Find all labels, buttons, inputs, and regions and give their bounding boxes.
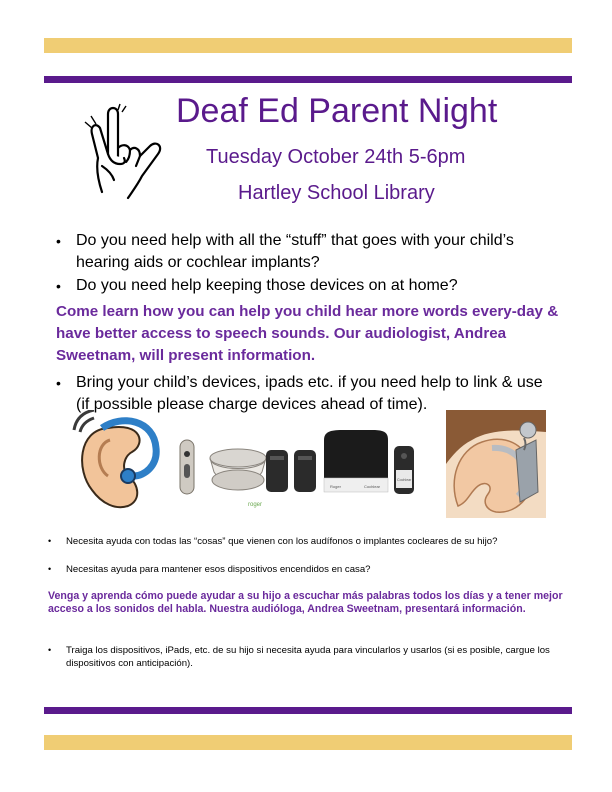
- top-purple-rule: [44, 76, 572, 83]
- english-callout: Come learn how you can help you child hear more words every-day & have better access to speech sounds. Our audiologist, Andrea Sweetnam, will present information.: [56, 303, 559, 364]
- event-location: Hartley School Library: [238, 182, 435, 204]
- hearing-devices-illustrations: [72, 410, 546, 520]
- roger-label: roger: [248, 502, 263, 508]
- event-date: Tuesday October 24th 5-6pm: [206, 146, 466, 168]
- streamer-brand-label: Roger: [330, 484, 341, 489]
- bullet-icon: •: [56, 278, 61, 294]
- i-love-you-hand-icon: [72, 100, 168, 200]
- cochlear-implant-ear-image: [446, 410, 546, 518]
- remote-device-image: [394, 446, 414, 494]
- roger-pen-image: [180, 440, 194, 494]
- tv-streamer-image: [324, 430, 388, 492]
- bottom-gold-band: [44, 735, 572, 750]
- bullet-icon: •: [48, 645, 52, 655]
- spanish-callout: Venga y aprenda cómo puede ayudar a su hijo a escuchar más palabras todos los días y a tener mejor acceso a los sonidos del habla. Nuestra audióloga, Andrea Sweetnam, presentará información.: [48, 590, 563, 615]
- streamer-brand-label-2: Cochlear: [364, 484, 381, 489]
- bullet-icon: •: [56, 375, 61, 391]
- page-title: Deaf Ed Parent Night: [176, 92, 498, 130]
- bullet-icon: •: [56, 233, 61, 249]
- bottom-purple-rule: [44, 707, 572, 714]
- bullet-icon: •: [48, 536, 52, 546]
- roger-table-mic-image: [210, 449, 266, 508]
- remote-brand-label: Cochlear: [397, 478, 412, 482]
- ear-hearing-aid-image: [74, 410, 156, 507]
- bullet-icon: •: [48, 564, 52, 574]
- top-gold-band: [44, 38, 572, 53]
- roger-receivers-image: [266, 450, 316, 492]
